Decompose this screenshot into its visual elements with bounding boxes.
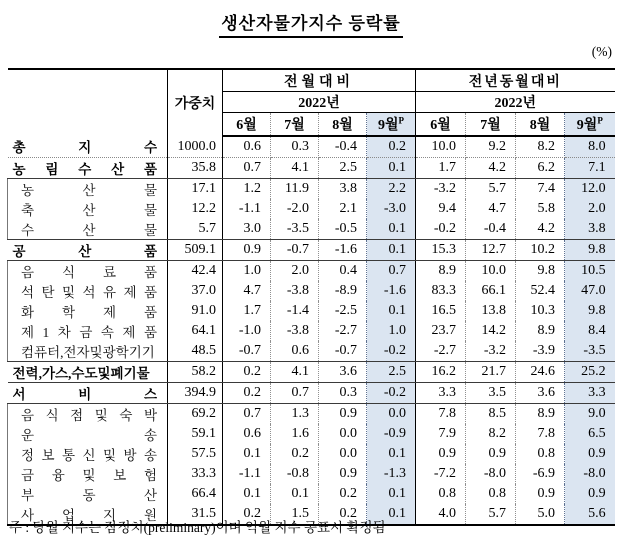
cell-weight: 48.5 — [168, 341, 223, 362]
cell-yoy-1: 7.8 — [416, 403, 466, 424]
row-label: 컴퓨터,전자및광학기기 — [21, 344, 155, 360]
cell-mom-1: 1.2 — [223, 178, 271, 199]
unit-label: (%) — [591, 44, 612, 59]
month-header-yoy-jul: 7월 — [466, 113, 516, 137]
row-label-cell — [8, 484, 168, 504]
cell-yoy-3: 7.8 — [516, 424, 565, 444]
row-label: 석 탄 및 석 유 제 품 — [21, 284, 157, 300]
cell-yoy-1: -0.2 — [416, 219, 466, 240]
row-label: 운 송 — [21, 427, 157, 443]
table-row — [8, 424, 615, 444]
cell-yoy-4: 47.0 — [565, 281, 615, 301]
cell-yoy-4: 25.2 — [565, 361, 615, 382]
cell-mom-3: 0.3 — [319, 382, 367, 403]
col-header-weight: 가중치 — [168, 69, 223, 136]
cell-yoy-3: 0.9 — [516, 484, 565, 504]
row-label: 공 산 품 — [12, 243, 157, 259]
row-label-cell — [8, 136, 168, 157]
cell-mom-3: 0.2 — [319, 484, 367, 504]
cell-mom-2: -3.8 — [271, 281, 319, 301]
cell-yoy-3: 10.3 — [516, 301, 565, 321]
cell-yoy-1: 7.9 — [416, 424, 466, 444]
row-label: 화 학 제 품 — [21, 304, 157, 320]
table-row — [8, 178, 615, 199]
row-label: 서 비 스 — [12, 386, 157, 402]
cell-yoy-3: 10.2 — [516, 239, 565, 260]
cell-mom-1: 0.7 — [223, 403, 271, 424]
cell-yoy-2: 10.0 — [466, 260, 516, 281]
cell-mom-4: -0.9 — [367, 424, 416, 444]
cell-mom-4: 0.1 — [367, 301, 416, 321]
cell-mom-4: -1.6 — [367, 281, 416, 301]
cell-yoy-1: 15.3 — [416, 239, 466, 260]
cell-weight: 42.4 — [168, 260, 223, 281]
group-header-mom: 전월대비 — [223, 69, 416, 92]
cell-yoy-1: 23.7 — [416, 321, 466, 341]
cell-mom-3: -0.5 — [319, 219, 367, 240]
cell-yoy-2: 5.7 — [466, 504, 516, 525]
month-header-yoy-aug: 8월 — [516, 113, 565, 137]
cell-yoy-2: 66.1 — [466, 281, 516, 301]
cell-yoy-2: 4.7 — [466, 199, 516, 219]
table-row — [8, 321, 615, 341]
row-label-cell — [8, 281, 168, 301]
cell-yoy-2: 9.2 — [466, 136, 516, 157]
month-header-yoy-sep-prelim — [565, 113, 615, 137]
row-label-cell — [8, 464, 168, 484]
cell-weight: 509.1 — [168, 239, 223, 260]
row-label-cell — [8, 260, 168, 281]
table-row — [8, 219, 615, 240]
cell-mom-2: 4.1 — [271, 157, 319, 178]
cell-mom-4: 1.0 — [367, 321, 416, 341]
cell-weight: 69.2 — [168, 403, 223, 424]
row-label: 부 동 산 — [21, 487, 157, 503]
cell-mom-1: 0.2 — [223, 382, 271, 403]
cell-weight: 64.1 — [168, 321, 223, 341]
cell-weight: 12.2 — [168, 199, 223, 219]
cell-mom-3: 2.5 — [319, 157, 367, 178]
cell-yoy-2: -3.2 — [466, 341, 516, 362]
cell-mom-3: 0.9 — [319, 403, 367, 424]
month-header-mom-sep-prelim — [367, 113, 416, 137]
cell-mom-4: 0.1 — [367, 444, 416, 464]
cell-yoy-2: 13.8 — [466, 301, 516, 321]
cell-mom-3: -0.4 — [319, 136, 367, 157]
cell-mom-3: -2.5 — [319, 301, 367, 321]
cell-mom-2: -0.7 — [271, 239, 319, 260]
cell-mom-4: 0.1 — [367, 157, 416, 178]
cell-yoy-4: 8.4 — [565, 321, 615, 341]
cell-yoy-1: 3.3 — [416, 382, 466, 403]
cell-yoy-3: 5.0 — [516, 504, 565, 525]
cell-yoy-2: 14.2 — [466, 321, 516, 341]
row-label-cell — [8, 239, 168, 260]
row-label: 사 업 지 원 — [21, 507, 157, 523]
cell-yoy-4: -3.5 — [565, 341, 615, 362]
cell-mom-3: -2.7 — [319, 321, 367, 341]
row-label: 음 식 료 품 — [21, 264, 157, 280]
row-label: 금 융 및 보 험 — [21, 467, 157, 483]
month-header-mom-aug: 8월 — [319, 113, 367, 137]
cell-mom-3: 3.6 — [319, 361, 367, 382]
cell-yoy-2: 12.7 — [466, 239, 516, 260]
cell-yoy-3: -3.9 — [516, 341, 565, 362]
row-label: 농 림 수 산 품 — [12, 161, 157, 177]
cell-mom-2: 1.3 — [271, 403, 319, 424]
row-label-cell — [8, 219, 168, 240]
ppi-table — [7, 68, 615, 526]
row-label-cell — [8, 424, 168, 444]
group-header-yoy: 전년동월대비 — [416, 69, 615, 92]
cell-yoy-4: 3.3 — [565, 382, 615, 403]
row-label-cell — [8, 382, 168, 403]
cell-mom-1: 0.1 — [223, 484, 271, 504]
cell-yoy-2: 8.5 — [466, 403, 516, 424]
cell-yoy-4: 0.9 — [565, 484, 615, 504]
cell-yoy-3: 8.9 — [516, 403, 565, 424]
cell-mom-2: 1.6 — [271, 424, 319, 444]
cell-mom-4: -0.2 — [367, 382, 416, 403]
cell-mom-2: -1.4 — [271, 301, 319, 321]
cell-weight: 57.5 — [168, 444, 223, 464]
cell-weight: 35.8 — [168, 157, 223, 178]
prelim-superscript: P — [398, 115, 405, 126]
table-row — [8, 281, 615, 301]
cell-mom-2: 1.5 — [271, 504, 319, 525]
cell-mom-4: -3.0 — [367, 199, 416, 219]
cell-yoy-4: 2.0 — [565, 199, 615, 219]
cell-mom-1: 4.7 — [223, 281, 271, 301]
year-header-yoy: 2022년 — [416, 92, 615, 113]
cell-mom-3: 0.0 — [319, 444, 367, 464]
cell-yoy-4: 12.0 — [565, 178, 615, 199]
cell-mom-3: 0.9 — [319, 464, 367, 484]
cell-mom-2: 0.6 — [271, 341, 319, 362]
cell-weight: 17.1 — [168, 178, 223, 199]
cell-yoy-3: 6.2 — [516, 157, 565, 178]
cell-yoy-2: 21.7 — [466, 361, 516, 382]
cell-mom-2: 2.0 — [271, 260, 319, 281]
cell-yoy-3: 7.4 — [516, 178, 565, 199]
table-row — [8, 361, 615, 382]
cell-yoy-2: 4.2 — [466, 157, 516, 178]
cell-mom-1: -1.1 — [223, 464, 271, 484]
table-row — [8, 199, 615, 219]
cell-yoy-1: 8.9 — [416, 260, 466, 281]
row-label: 축 산 물 — [21, 202, 157, 218]
table-row — [8, 464, 615, 484]
cell-mom-4: 0.1 — [367, 239, 416, 260]
cell-weight: 33.3 — [168, 464, 223, 484]
cell-yoy-2: 8.2 — [466, 424, 516, 444]
cell-yoy-1: 10.0 — [416, 136, 466, 157]
month-label: 9월 — [378, 118, 399, 133]
title-wrap — [0, 0, 622, 38]
cell-mom-4: -0.2 — [367, 341, 416, 362]
year-header-mom: 2022년 — [223, 92, 416, 113]
cell-yoy-4: 0.9 — [565, 444, 615, 464]
cell-mom-3: -8.9 — [319, 281, 367, 301]
cell-mom-3: 0.2 — [319, 504, 367, 525]
row-label-cell — [8, 199, 168, 219]
cell-mom-4: 0.1 — [367, 484, 416, 504]
table-row — [8, 301, 615, 321]
cell-mom-1: -1.1 — [223, 199, 271, 219]
row-label: 전력,가스,수도및폐기물 — [12, 365, 150, 381]
cell-mom-2: 0.7 — [271, 382, 319, 403]
cell-mom-1: 0.6 — [223, 136, 271, 157]
cell-mom-3: 2.1 — [319, 199, 367, 219]
row-label: 음 식 점 및 숙 박 — [21, 407, 157, 423]
cell-mom-1: 0.6 — [223, 424, 271, 444]
cell-yoy-4: 9.0 — [565, 403, 615, 424]
cell-yoy-3: 5.8 — [516, 199, 565, 219]
cell-yoy-1: -3.2 — [416, 178, 466, 199]
cell-yoy-1: 9.4 — [416, 199, 466, 219]
row-label-cell — [8, 361, 168, 382]
cell-mom-4: 2.5 — [367, 361, 416, 382]
row-label-cell — [8, 403, 168, 424]
cell-yoy-1: 16.5 — [416, 301, 466, 321]
corner-cell — [8, 69, 168, 136]
cell-weight: 91.0 — [168, 301, 223, 321]
cell-yoy-1: 4.0 — [416, 504, 466, 525]
cell-mom-2: 0.2 — [271, 444, 319, 464]
cell-mom-3: -0.7 — [319, 341, 367, 362]
footnote: 주 : 당월 지수는 잠정치(preliminary)이며 익월 지수 공표시 확정됨 — [9, 520, 386, 535]
cell-yoy-1: 0.9 — [416, 444, 466, 464]
cell-yoy-2: 0.8 — [466, 484, 516, 504]
cell-yoy-2: -0.4 — [466, 219, 516, 240]
cell-mom-3: -1.6 — [319, 239, 367, 260]
cell-weight: 37.0 — [168, 281, 223, 301]
cell-mom-1: -1.0 — [223, 321, 271, 341]
cell-yoy-4: 9.8 — [565, 239, 615, 260]
cell-mom-1: 0.1 — [223, 444, 271, 464]
cell-yoy-2: -8.0 — [466, 464, 516, 484]
month-header-mom-jun: 6월 — [223, 113, 271, 137]
cell-yoy-1: 1.7 — [416, 157, 466, 178]
cell-mom-4: 0.1 — [367, 504, 416, 525]
table-row — [8, 484, 615, 504]
cell-mom-1: 0.9 — [223, 239, 271, 260]
cell-weight: 394.9 — [168, 382, 223, 403]
cell-yoy-4: 5.6 — [565, 504, 615, 525]
cell-mom-2: 4.1 — [271, 361, 319, 382]
cell-yoy-3: 3.6 — [516, 382, 565, 403]
month-header-mom-jul: 7월 — [271, 113, 319, 137]
row-label-cell — [8, 444, 168, 464]
month-label: 9월 — [576, 118, 598, 133]
row-label-cell — [8, 178, 168, 199]
cell-mom-1: 1.7 — [223, 301, 271, 321]
cell-mom-3: 0.0 — [319, 424, 367, 444]
cell-yoy-3: -6.9 — [516, 464, 565, 484]
row-label-cell — [8, 341, 168, 362]
table-header — [8, 69, 615, 136]
table-row — [8, 157, 615, 178]
cell-yoy-3: 24.6 — [516, 361, 565, 382]
cell-mom-2: -2.0 — [271, 199, 319, 219]
cell-mom-4: 0.1 — [367, 219, 416, 240]
cell-weight: 5.7 — [168, 219, 223, 240]
row-label: 정 보 통 신 및 방 송 — [21, 447, 157, 463]
table-row — [8, 382, 615, 403]
table-row — [8, 341, 615, 362]
cell-yoy-4: 7.1 — [565, 157, 615, 178]
cell-weight: 31.5 — [168, 504, 223, 525]
cell-mom-2: -3.8 — [271, 321, 319, 341]
cell-mom-4: 2.2 — [367, 178, 416, 199]
cell-yoy-4: -8.0 — [565, 464, 615, 484]
table-row — [8, 444, 615, 464]
cell-weight: 58.2 — [168, 361, 223, 382]
cell-yoy-3: 8.9 — [516, 321, 565, 341]
cell-yoy-2: 3.5 — [466, 382, 516, 403]
cell-mom-4: 0.7 — [367, 260, 416, 281]
cell-mom-4: 0.0 — [367, 403, 416, 424]
cell-yoy-3: 4.2 — [516, 219, 565, 240]
cell-mom-3: 3.8 — [319, 178, 367, 199]
cell-yoy-3: 52.4 — [516, 281, 565, 301]
table-row — [8, 260, 615, 281]
cell-mom-4: 0.2 — [367, 136, 416, 157]
table-body — [8, 136, 615, 525]
cell-yoy-4: 3.8 — [565, 219, 615, 240]
cell-yoy-4: 9.8 — [565, 301, 615, 321]
cell-mom-2: -0.8 — [271, 464, 319, 484]
cell-mom-2: 11.9 — [271, 178, 319, 199]
cell-mom-3: 0.4 — [319, 260, 367, 281]
row-label-cell — [8, 157, 168, 178]
row-label: 총 지 수 — [12, 140, 157, 156]
table-row — [8, 136, 615, 157]
row-label-cell — [8, 321, 168, 341]
table-row — [8, 239, 615, 260]
cell-yoy-4: 8.0 — [565, 136, 615, 157]
cell-yoy-1: -2.7 — [416, 341, 466, 362]
cell-weight: 59.1 — [168, 424, 223, 444]
cell-mom-1: 1.0 — [223, 260, 271, 281]
row-label-cell — [8, 301, 168, 321]
cell-mom-1: 3.0 — [223, 219, 271, 240]
row-label: 농 산 물 — [21, 182, 157, 198]
cell-yoy-2: 0.9 — [466, 444, 516, 464]
page-title: 생산자물가지수 등락률 — [219, 9, 402, 38]
cell-yoy-4: 10.5 — [565, 260, 615, 281]
cell-mom-1: 0.2 — [223, 504, 271, 525]
cell-yoy-1: 16.2 — [416, 361, 466, 382]
cell-weight: 66.4 — [168, 484, 223, 504]
cell-weight: 1000.0 — [168, 136, 223, 157]
cell-yoy-1: 0.8 — [416, 484, 466, 504]
cell-mom-2: 0.3 — [271, 136, 319, 157]
cell-yoy-3: 9.8 — [516, 260, 565, 281]
cell-yoy-1: 83.3 — [416, 281, 466, 301]
cell-mom-1: 0.2 — [223, 361, 271, 382]
cell-mom-1: 0.7 — [223, 157, 271, 178]
cell-yoy-4: 6.5 — [565, 424, 615, 444]
cell-yoy-2: 5.7 — [466, 178, 516, 199]
cell-mom-1: -0.7 — [223, 341, 271, 362]
cell-yoy-3: 8.2 — [516, 136, 565, 157]
prelim-superscript: P — [597, 115, 603, 126]
cell-mom-2: 0.1 — [271, 484, 319, 504]
row-label: 수 산 물 — [21, 222, 157, 238]
cell-mom-4: -1.3 — [367, 464, 416, 484]
row-label: 제 1 차 금 속 제 품 — [21, 324, 157, 340]
cell-yoy-3: 0.8 — [516, 444, 565, 464]
table-row — [8, 403, 615, 424]
month-header-yoy-jun: 6월 — [416, 113, 466, 137]
cell-yoy-1: -7.2 — [416, 464, 466, 484]
cell-mom-2: -3.5 — [271, 219, 319, 240]
